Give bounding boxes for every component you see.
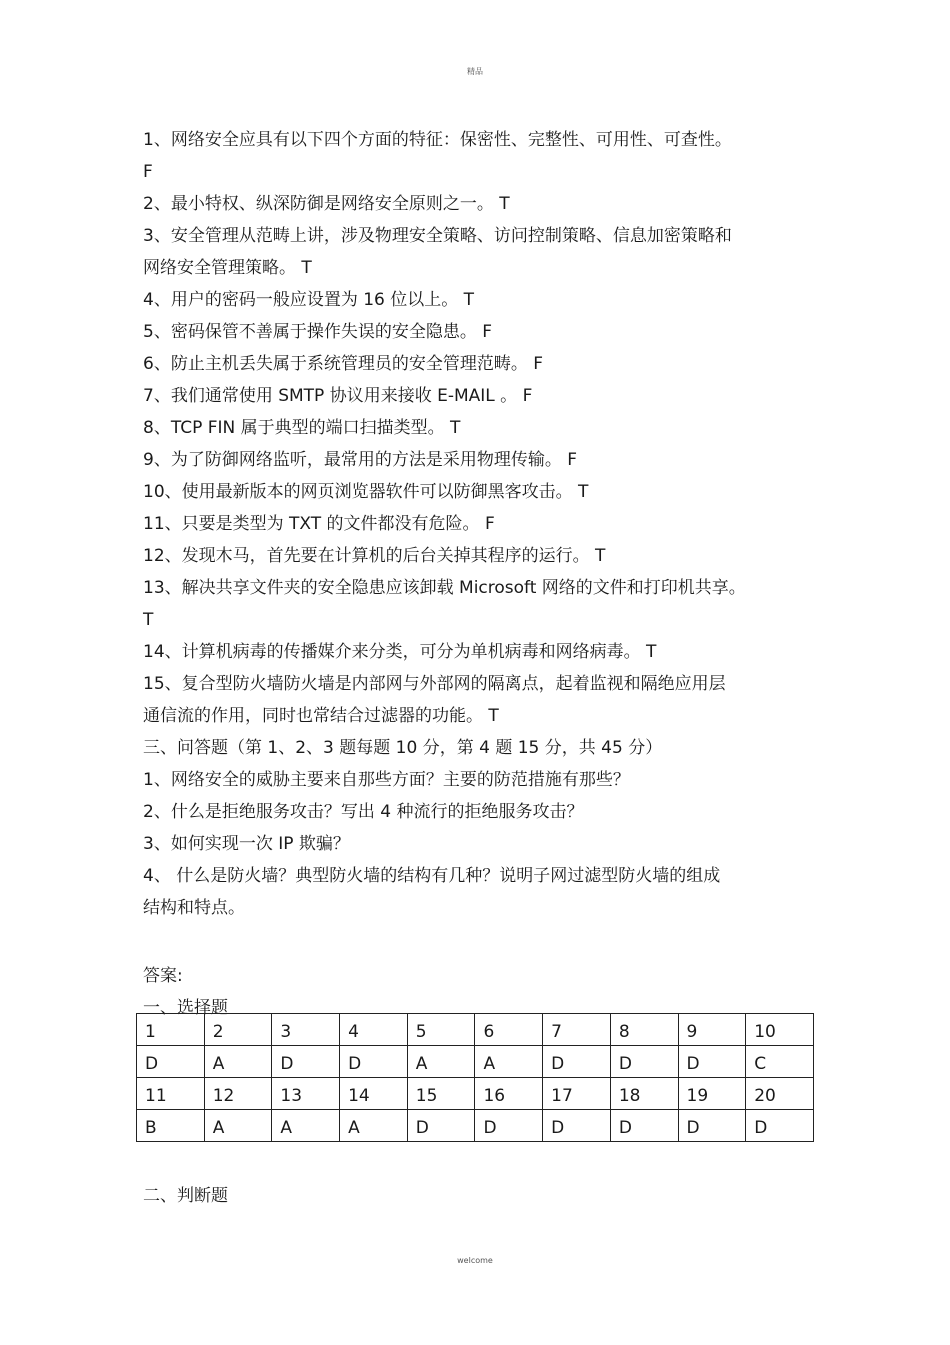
table-cell: 6 <box>475 1014 543 1046</box>
table-cell: 19 <box>678 1078 746 1110</box>
text-line: T <box>143 610 154 630</box>
table-cell: 12 <box>204 1078 272 1110</box>
table-cell: 17 <box>543 1078 611 1110</box>
table-cell: D <box>272 1046 340 1078</box>
text-line: 11、只要是类型为 TXT 的文件都没有危险。 F <box>143 514 495 534</box>
text-line: 12、发现木马，首先要在计算机的后台关掉其程序的运行。 T <box>143 546 606 566</box>
text-line: 14、计算机病毒的传播媒介来分类，可分为单机病毒和网络病毒。 T <box>143 642 657 662</box>
table-cell: 20 <box>746 1078 814 1110</box>
table-cell: 1 <box>137 1014 205 1046</box>
table-cell: A <box>272 1110 340 1142</box>
text-line: 7、我们通常使用 SMTP 协议用来接收 E-MAIL 。 F <box>143 386 533 406</box>
table-row <box>137 1014 814 1046</box>
section-heading: 二、判断题 <box>143 1186 228 1206</box>
table-cell: D <box>543 1046 611 1078</box>
table-cell: D <box>475 1110 543 1142</box>
text-line: 1、网络安全的威胁主要来自那些方面？主要的防范措施有那些？ <box>143 770 630 790</box>
table-cell: D <box>407 1110 475 1142</box>
table-cell: 5 <box>407 1014 475 1046</box>
table-cell: 2 <box>204 1014 272 1046</box>
table-cell: A <box>204 1046 272 1078</box>
table-cell: D <box>678 1046 746 1078</box>
text-line: 5、密码保管不善属于操作失误的安全隐患。 F <box>143 322 492 342</box>
text-line: 3、安全管理从范畴上讲，涉及物理安全策略、访问控制策略、信息加密策略和 <box>143 226 732 246</box>
table-cell: 11 <box>137 1078 205 1110</box>
page-footer: welcome <box>457 1256 493 1265</box>
table-cell: 4 <box>340 1014 408 1046</box>
table-cell: 9 <box>678 1014 746 1046</box>
document-body <box>143 124 823 1024</box>
table-cell: D <box>137 1046 205 1078</box>
table-cell: C <box>746 1046 814 1078</box>
table-cell: D <box>543 1110 611 1142</box>
table-cell: A <box>407 1046 475 1078</box>
table-cell: 14 <box>340 1078 408 1110</box>
table-cell: 8 <box>610 1014 678 1046</box>
text-line: 8、TCP FIN 属于典型的端口扫描类型。 T <box>143 418 461 438</box>
text-line: 10、使用最新版本的网页浏览器软件可以防御黑客攻击。 T <box>143 482 589 502</box>
table-row <box>137 1078 814 1110</box>
answer-heading: 答案: <box>143 966 183 986</box>
text-line: 通信流的作用，同时也常结合过滤器的功能。 T <box>143 706 499 726</box>
table-cell: B <box>137 1110 205 1142</box>
table-cell: 13 <box>272 1078 340 1110</box>
text-line: 3、如何实现一次 IP 欺骗？ <box>143 834 350 854</box>
text-line: 6、防止主机丢失属于系统管理员的安全管理范畴。 F <box>143 354 543 374</box>
table-cell: D <box>610 1046 678 1078</box>
table-cell: D <box>678 1110 746 1142</box>
text-line: 15、复合型防火墙防火墙是内部网与外部网的隔离点，起着监视和隔绝应用层 <box>143 674 726 694</box>
table-cell: 10 <box>746 1014 814 1046</box>
text-line: 网络安全管理策略。 T <box>143 258 312 278</box>
text-line: F <box>143 162 153 182</box>
text-line: 4、用户的密码一般应设置为 16 位以上。 T <box>143 290 475 310</box>
text-line: 4、 什么是防火墙？典型防火墙的结构有几种？说明子网过滤型防火墙的组成 <box>143 866 721 886</box>
table-cell: A <box>340 1110 408 1142</box>
table-row <box>137 1110 814 1142</box>
answer-table <box>136 1013 814 1142</box>
text-line: 13、解决共享文件夹的安全隐患应该卸载 Microsoft 网络的文件和打印机共享。 <box>143 578 746 598</box>
text-line: 9、为了防御网络监听，最常用的方法是采用物理传输。 F <box>143 450 577 470</box>
text-line: 1、网络安全应具有以下四个方面的特征：保密性、完整性、可用性、可查性。 <box>143 130 732 150</box>
text-line: 结构和特点。 <box>143 898 245 918</box>
table-cell: 3 <box>272 1014 340 1046</box>
table-cell: D <box>746 1110 814 1142</box>
table-cell: D <box>340 1046 408 1078</box>
text-line: 2、什么是拒绝服务攻击？写出 4 种流行的拒绝服务攻击？ <box>143 802 584 822</box>
table-cell: 16 <box>475 1078 543 1110</box>
table-cell: 7 <box>543 1014 611 1046</box>
table-cell: D <box>610 1110 678 1142</box>
page-header: 精品 <box>467 67 483 76</box>
table-cell: 18 <box>610 1078 678 1110</box>
table-cell: A <box>475 1046 543 1078</box>
section-heading: 三、问答题（第 1、2、3 题每题 10 分，第 4 题 15 分，共 45 分） <box>143 738 663 758</box>
section-heading: 一、选择题 <box>143 998 228 1018</box>
text-line: 2、最小特权、纵深防御是网络安全原则之一。 T <box>143 194 510 214</box>
table-cell: A <box>204 1110 272 1142</box>
table-cell: 15 <box>407 1078 475 1110</box>
table-row <box>137 1046 814 1078</box>
